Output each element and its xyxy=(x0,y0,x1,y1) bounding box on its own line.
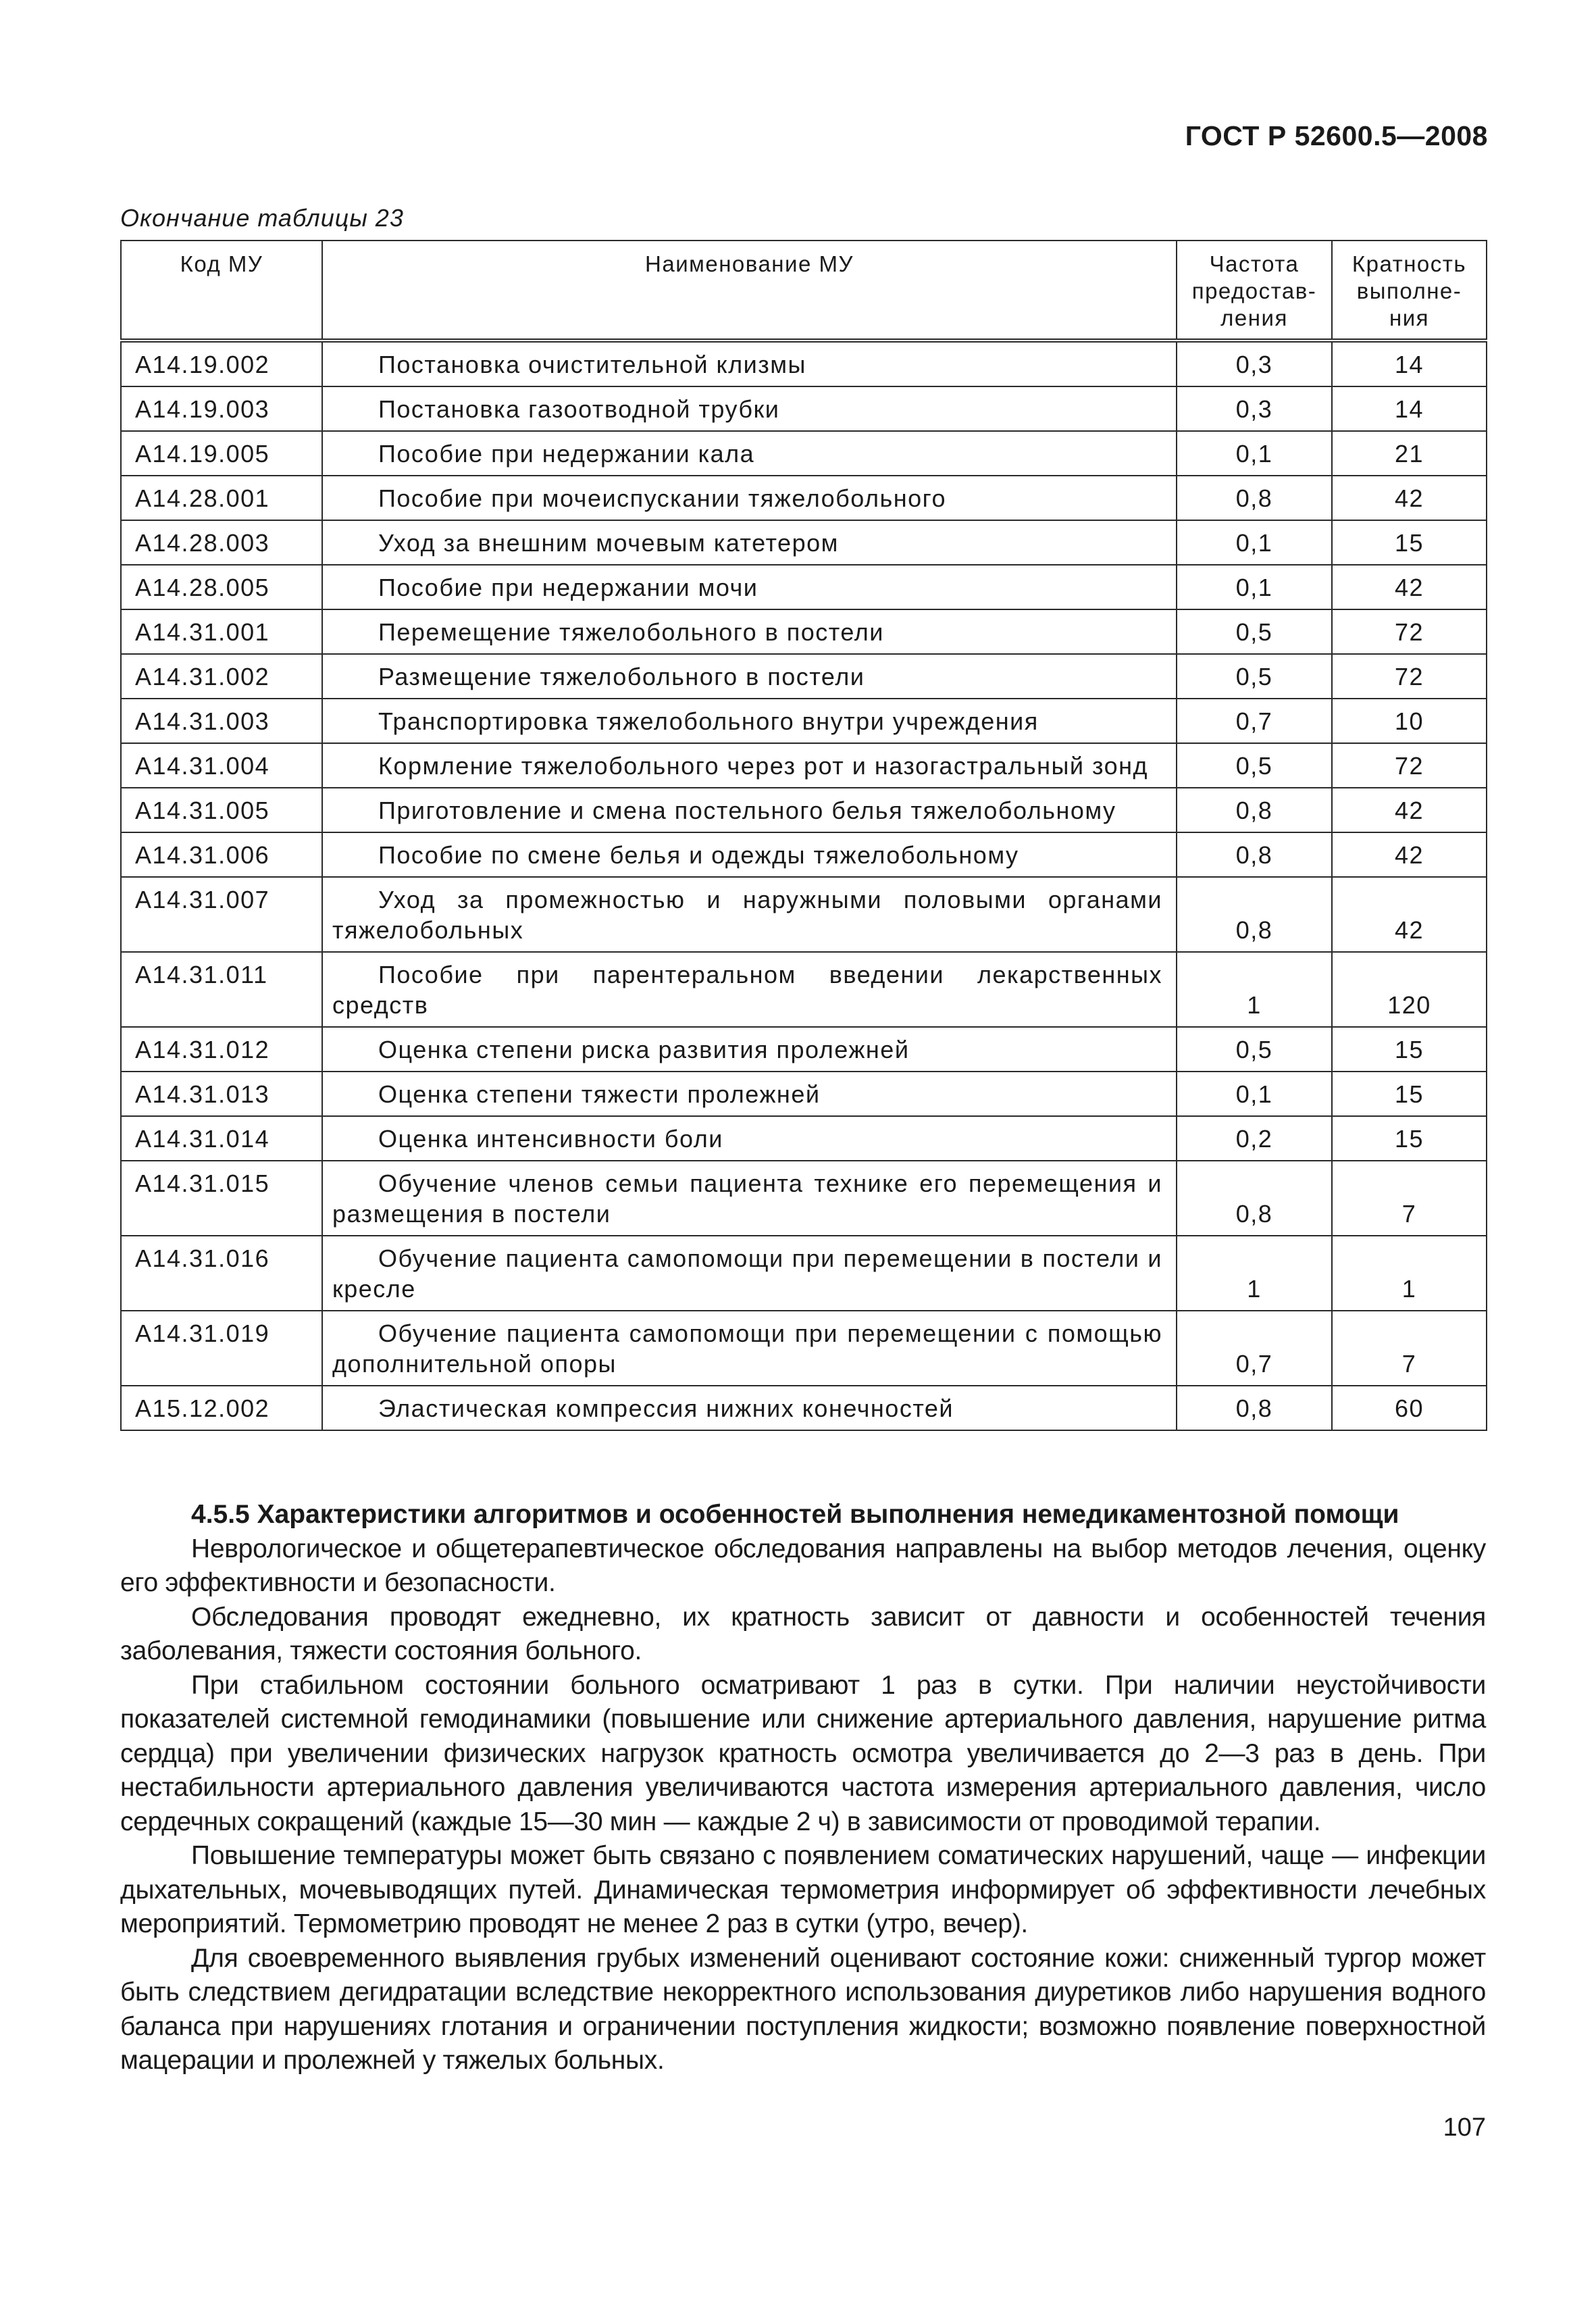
cell-name: Перемещение тяжелобольного в постели xyxy=(322,609,1177,654)
table-row xyxy=(121,952,1487,1027)
cell-multiplicity: 72 xyxy=(1332,609,1487,654)
cell-frequency: 1 xyxy=(1177,952,1332,1027)
cell-multiplicity: 42 xyxy=(1332,565,1487,609)
cell-code: A14.28.001 xyxy=(121,476,322,520)
cell-name: Оценка степени тяжести пролежней xyxy=(322,1072,1177,1116)
table-row xyxy=(121,476,1487,520)
cell-frequency: 0,5 xyxy=(1177,1027,1332,1072)
table-row xyxy=(121,1236,1487,1311)
cell-multiplicity: 60 xyxy=(1332,1386,1487,1430)
cell-code: A14.31.001 xyxy=(121,609,322,654)
cell-name: Обучение пациента самопомощи при перемещении в постели и кресле xyxy=(322,1236,1177,1311)
table-row xyxy=(121,565,1487,609)
cell-multiplicity: 42 xyxy=(1332,788,1487,832)
cell-frequency: 0,7 xyxy=(1177,1311,1332,1386)
cell-code: A14.31.015 xyxy=(121,1161,322,1236)
section-heading: 4.5.5 Характеристики алгоритмов и особенностей выполнения немедикаментозной помощи xyxy=(191,1500,1399,1529)
table-row xyxy=(121,609,1487,654)
cell-code: A14.31.002 xyxy=(121,654,322,699)
cell-multiplicity: 72 xyxy=(1332,743,1487,788)
table-body xyxy=(121,341,1487,1430)
cell-frequency: 0,3 xyxy=(1177,341,1332,386)
cell-name: Размещение тяжелобольного в постели xyxy=(322,654,1177,699)
cell-frequency: 0,3 xyxy=(1177,386,1332,431)
cell-code: A14.31.006 xyxy=(121,832,322,877)
table-row xyxy=(121,699,1487,743)
cell-frequency: 0,1 xyxy=(1177,565,1332,609)
cell-code: A14.19.005 xyxy=(121,431,322,476)
cell-code: A14.31.012 xyxy=(121,1027,322,1072)
cell-code: A14.31.007 xyxy=(121,877,322,952)
cell-code: A14.31.011 xyxy=(121,952,322,1027)
table-caption: Окончание таблицы 23 xyxy=(120,204,404,232)
cell-multiplicity: 42 xyxy=(1332,476,1487,520)
cell-multiplicity: 7 xyxy=(1332,1311,1487,1386)
cell-code: A14.31.014 xyxy=(121,1116,322,1161)
cell-frequency: 0,8 xyxy=(1177,1161,1332,1236)
cell-multiplicity: 42 xyxy=(1332,832,1487,877)
cell-frequency: 0,1 xyxy=(1177,520,1332,565)
cell-name: Кормление тяжелобольного через рот и назогастральный зонд xyxy=(322,743,1177,788)
cell-name: Транспортировка тяжелобольного внутри учреждения xyxy=(322,699,1177,743)
cell-code: A14.31.019 xyxy=(121,1311,322,1386)
cell-frequency: 0,8 xyxy=(1177,476,1332,520)
cell-name: Эластическая компрессия нижних конечностей xyxy=(322,1386,1177,1430)
cell-multiplicity: 14 xyxy=(1332,341,1487,386)
cell-frequency: 0,1 xyxy=(1177,1072,1332,1116)
cell-code: A14.31.013 xyxy=(121,1072,322,1116)
cell-multiplicity: 72 xyxy=(1332,654,1487,699)
section-text xyxy=(120,1498,1486,2078)
cell-name: Пособие по смене белья и одежды тяжелобольному xyxy=(322,832,1177,877)
cell-multiplicity: 14 xyxy=(1332,386,1487,431)
cell-name: Пособие при мочеиспускании тяжелобольного xyxy=(322,476,1177,520)
cell-name: Пособие при недержании мочи xyxy=(322,565,1177,609)
cell-frequency: 1 xyxy=(1177,1236,1332,1311)
cell-code: A14.31.003 xyxy=(121,699,322,743)
services-table xyxy=(120,240,1487,1431)
table-row xyxy=(121,1161,1487,1236)
cell-multiplicity: 1 xyxy=(1332,1236,1487,1311)
table-row xyxy=(121,520,1487,565)
cell-multiplicity: 7 xyxy=(1332,1161,1487,1236)
table-row xyxy=(121,1116,1487,1161)
cell-code: A14.28.005 xyxy=(121,565,322,609)
table-row xyxy=(121,386,1487,431)
table-row xyxy=(121,1386,1487,1430)
cell-name: Уход за промежностью и наружными половыми органами тяжелобольных xyxy=(322,877,1177,952)
cell-name: Оценка интенсивности боли xyxy=(322,1116,1177,1161)
cell-multiplicity: 15 xyxy=(1332,1116,1487,1161)
cell-name: Обучение пациента самопомощи при перемещении с помощью дополнительной опоры xyxy=(322,1311,1177,1386)
table-row xyxy=(121,743,1487,788)
cell-frequency: 0,1 xyxy=(1177,431,1332,476)
cell-name: Постановка очистительной клизмы xyxy=(322,341,1177,386)
standard-designation: ГОСТ Р 52600.5—2008 xyxy=(1185,120,1488,151)
cell-code: A14.31.016 xyxy=(121,1236,322,1311)
page-number: 107 xyxy=(1443,2113,1486,2142)
table-header-row xyxy=(121,241,1487,341)
table-row xyxy=(121,1072,1487,1116)
cell-frequency: 0,8 xyxy=(1177,788,1332,832)
paragraph: Неврологическое и общетерапевтическое обследования направлены на выбор методов лечения, оценку его эффективности и безопасности. xyxy=(120,1534,1486,1597)
table-row xyxy=(121,341,1487,386)
paragraph: Для своевременного выявления грубых изменений оценивают состояние кожи: сниженный тургор может быть следствием дегидратации вследствие некорректного использования диуретиков либо нарушения водного баланса при нарушениях глотания и ограничении поступления жидкости; возможно появление поверхностной мацерации и пролежней у тяжелых больных. xyxy=(120,1943,1486,2075)
cell-code: A14.19.002 xyxy=(121,341,322,386)
cell-frequency: 0,7 xyxy=(1177,699,1332,743)
cell-frequency: 0,5 xyxy=(1177,654,1332,699)
cell-name: Пособие при недержании кала xyxy=(322,431,1177,476)
table-row xyxy=(121,654,1487,699)
table-row xyxy=(121,1027,1487,1072)
cell-multiplicity: 42 xyxy=(1332,877,1487,952)
cell-frequency: 0,5 xyxy=(1177,743,1332,788)
cell-code: A14.31.005 xyxy=(121,788,322,832)
paragraph: Обследования проводят ежедневно, их кратность зависит от давности и особенностей течения заболевания, тяжести состояния больного. xyxy=(120,1602,1486,1665)
column-header-frequency: Частота предостав-ления xyxy=(1177,241,1332,341)
cell-frequency: 0,5 xyxy=(1177,609,1332,654)
cell-frequency: 0,8 xyxy=(1177,832,1332,877)
cell-name: Постановка газоотводной трубки xyxy=(322,386,1177,431)
cell-code: A14.31.004 xyxy=(121,743,322,788)
cell-multiplicity: 15 xyxy=(1332,1072,1487,1116)
column-header-name: Наименование МУ xyxy=(322,241,1177,341)
table-row xyxy=(121,431,1487,476)
cell-name: Приготовление и смена постельного белья тяжелобольному xyxy=(322,788,1177,832)
cell-name: Оценка степени риска развития пролежней xyxy=(322,1027,1177,1072)
cell-frequency: 0,2 xyxy=(1177,1116,1332,1161)
cell-frequency: 0,8 xyxy=(1177,1386,1332,1430)
cell-name: Уход за внешним мочевым катетером xyxy=(322,520,1177,565)
paragraph: Повышение температуры может быть связано с появлением соматических нарушений, чаще — инфекции дыхательных, мочевыводящих путей. Динамическая термометрия информирует об эффективности лечебных мероприятий. Термометрию проводят не менее 2 раз в сутки (утро, вечер). xyxy=(120,1841,1486,1938)
cell-multiplicity: 21 xyxy=(1332,431,1487,476)
cell-code: A15.12.002 xyxy=(121,1386,322,1430)
cell-multiplicity: 15 xyxy=(1332,1027,1487,1072)
column-header-multiplicity: Кратность выполне-ния xyxy=(1332,241,1487,341)
cell-name: Пособие при парентеральном введении лекарственных средств xyxy=(322,952,1177,1027)
table-row xyxy=(121,832,1487,877)
cell-name: Обучение членов семьи пациента технике его перемещения и размещения в постели xyxy=(322,1161,1177,1236)
cell-code: A14.19.003 xyxy=(121,386,322,431)
column-header-code: Код МУ xyxy=(121,241,322,341)
cell-code: A14.28.003 xyxy=(121,520,322,565)
table-row xyxy=(121,788,1487,832)
cell-multiplicity: 10 xyxy=(1332,699,1487,743)
cell-multiplicity: 15 xyxy=(1332,520,1487,565)
paragraph: При стабильном состоянии больного осматривают 1 раз в сутки. При наличии неустойчивости показателей системной гемодинамики (повышение или снижение артериального давления, нарушение ритма сердца) при увеличении физических нагрузок кратность осмотра увеличивается до 2—3 раз в день. При нестабильности артериального давления увеличиваются частота измерения артериального давления, число сердечных сокращений (каждые 15—30 мин — каждые 2 ч) в зависимости от проводимой терапии. xyxy=(120,1670,1486,1836)
cell-multiplicity: 120 xyxy=(1332,952,1487,1027)
table-row xyxy=(121,1311,1487,1386)
cell-frequency: 0,8 xyxy=(1177,877,1332,952)
table-row xyxy=(121,877,1487,952)
